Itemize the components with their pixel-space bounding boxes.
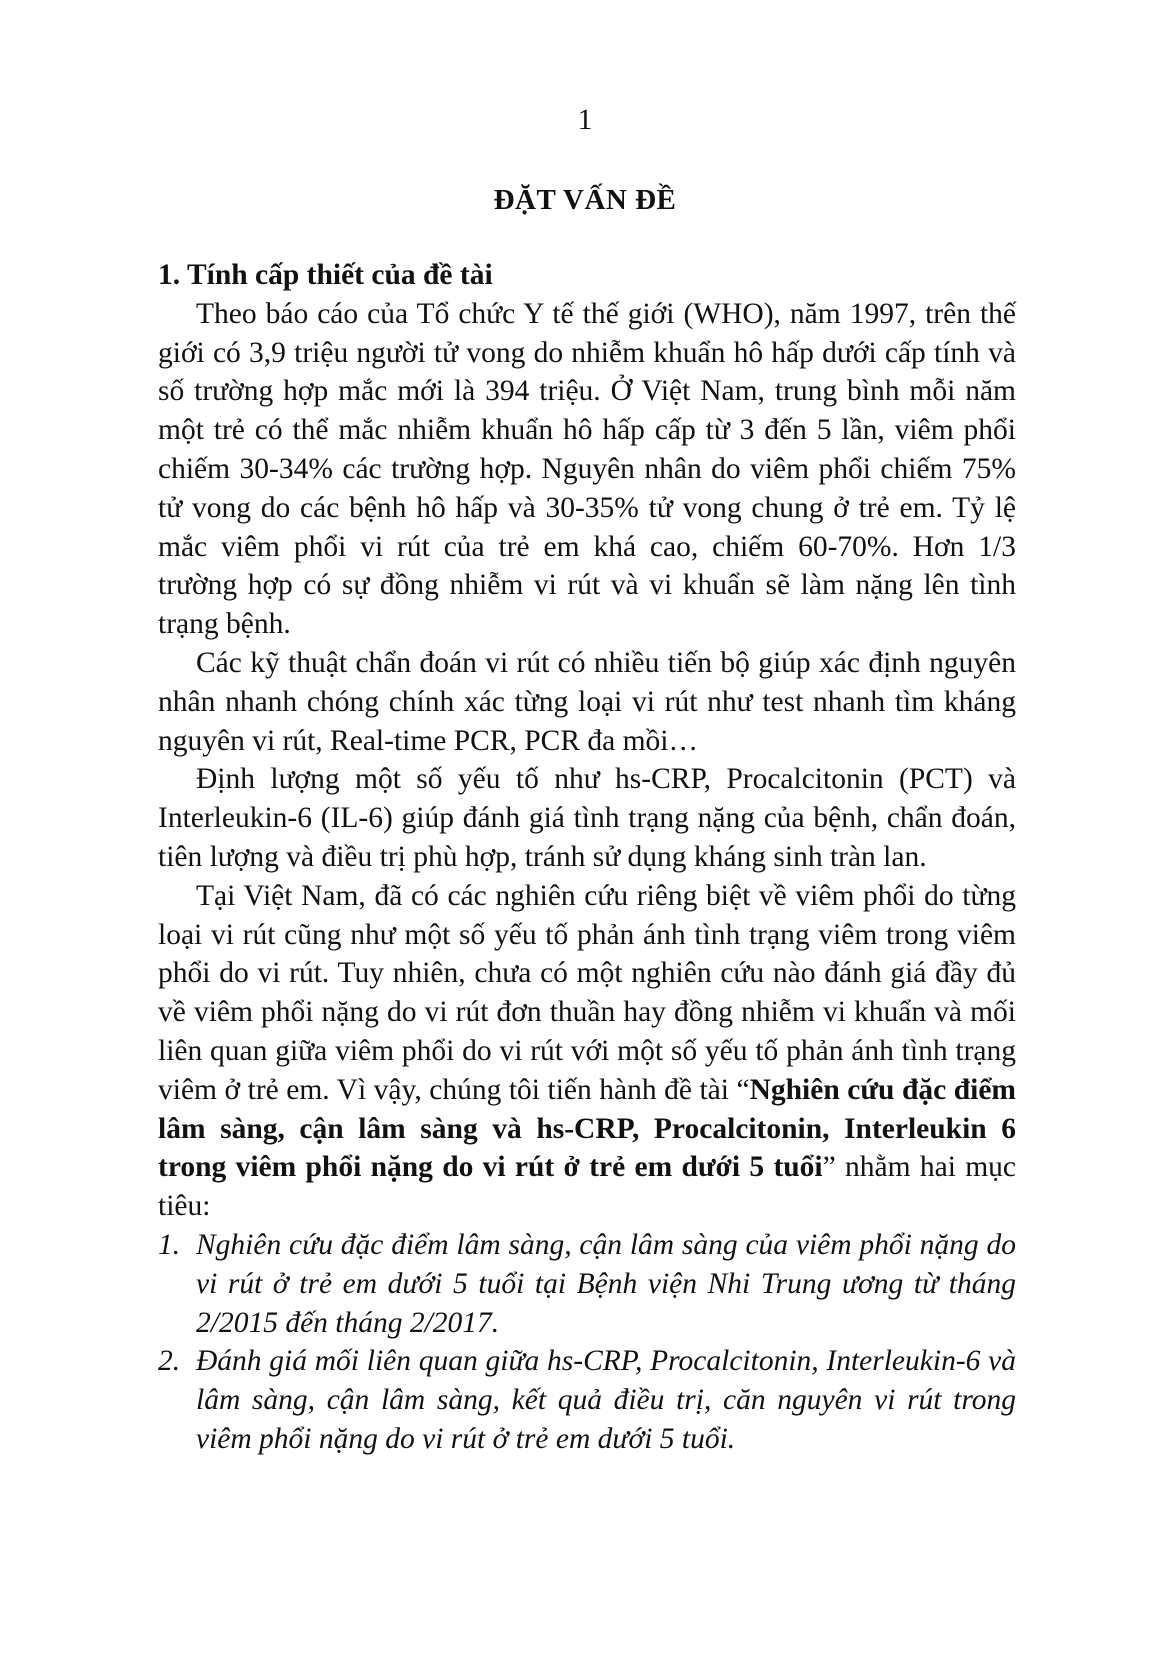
paragraph-diagnostics: Các kỹ thuật chẩn đoán vi rút có nhiều tiến bộ giúp xác định nguyên nhân nhanh chóng chính xác từng loại vi rút như test nhanh tìm kháng nguyên vi rút, Real-time PCR, PCR đa mồi… — [158, 646, 1016, 757]
study-title: Nghiên cứu đặc điểm lâm sàng, cận lâm sàng và hs-CRP, Procalcitonin, Interleukin 6 trong viêm phổi nặng do vi rút ở trẻ em dưới 5 tuổi — [158, 1073, 1016, 1184]
objective-item — [158, 1226, 1016, 1342]
objective-number: 2. — [158, 1345, 181, 1378]
rationale-text-end: ” nhằm hai mục tiêu: — [158, 1151, 1016, 1223]
objective-item — [158, 1342, 1016, 1458]
rationale-text: Tại Việt Nam, đã có các nghiên cứu riêng biệt về viêm phổi do từng loại vi rút cũng như một số yếu tố phản ánh tình trạng viêm trong viêm phổi do vi rút. Tuy nhiên, chưa có một nghiên cứu nào đánh giá đầy đủ về viêm phổi nặng do vi rút đơn thuần hay đồng nhiễm vi khuẩn và mối liên quan giữa viêm phổi do vi rút với một số yếu tố phản ánh tình trạng viêm ở trẻ em. Vì vậy, chúng tôi tiến hành đề tài “ — [158, 879, 1016, 1106]
objective-number: 1. — [158, 1228, 181, 1261]
paragraph-biomarkers: Định lượng một số yếu tố như hs-CRP, Procalcitonin (PCT) và Interleukin-6 (IL-6) giúp đánh giá tình trạng nặng của bệnh, chẩn đoán, tiên lượng và điều trị phù hợp, tránh sử dụng kháng sinh tràn lan. — [158, 763, 1016, 873]
paragraph-study-rationale — [158, 877, 1016, 1226]
objective-text: Nghiên cứu đặc điểm lâm sàng, cận lâm sàng của viêm phổi nặng do vi rút ở trẻ em dưới 5 tuổi tại Bệnh viện Nhi Trung ương từ tháng 2/2015 đến tháng 2/2017. — [196, 1228, 1016, 1339]
objective-text: Đánh giá mối liên quan giữa hs-CRP, Procalcitonin, Interleukin-6 và lâm sàng, cận lâm sàng, kết quả điều trị, căn nguyên vi rút trong viêm phổi nặng do vi rút ở trẻ em dưới 5 tuổi. — [196, 1345, 1016, 1455]
page-number: 1 — [577, 103, 593, 136]
section-heading: 1. Tính cấp thiết của đề tài — [158, 259, 493, 291]
body-content — [158, 256, 1016, 1459]
page-title: ĐẶT VẤN ĐỀ — [493, 184, 677, 216]
objectives-list — [158, 1226, 1016, 1459]
paragraph-urgency: Theo báo cáo của Tổ chức Y tế thế giới (WHO), năm 1997, trên thế giới có 3,9 triệu người tử vong do nhiễm khuẩn hô hấp dưới cấp tính và số trường hợp mắc mới là 394 triệu. Ở Việt Nam, trung bình mỗi năm một trẻ có thể mắc nhiễm khuẩn hô hấp cấp từ 3 đến 5 lần, viêm phổi chiếm 30-34% các trường hợp. Nguyên nhân do viêm phổi chiếm 75% tử vong do các bệnh hô hấp và 30-35% tử vong chung ở trẻ em. Tỷ lệ mắc viêm phổi vi rút của trẻ em khá cao, chiếm 60-70%. Hơn 1/3 trường hợp có sự đồng nhiễm vi rút và vi khuẩn sẽ làm nặng lên tình trạng bệnh. — [158, 297, 1016, 641]
